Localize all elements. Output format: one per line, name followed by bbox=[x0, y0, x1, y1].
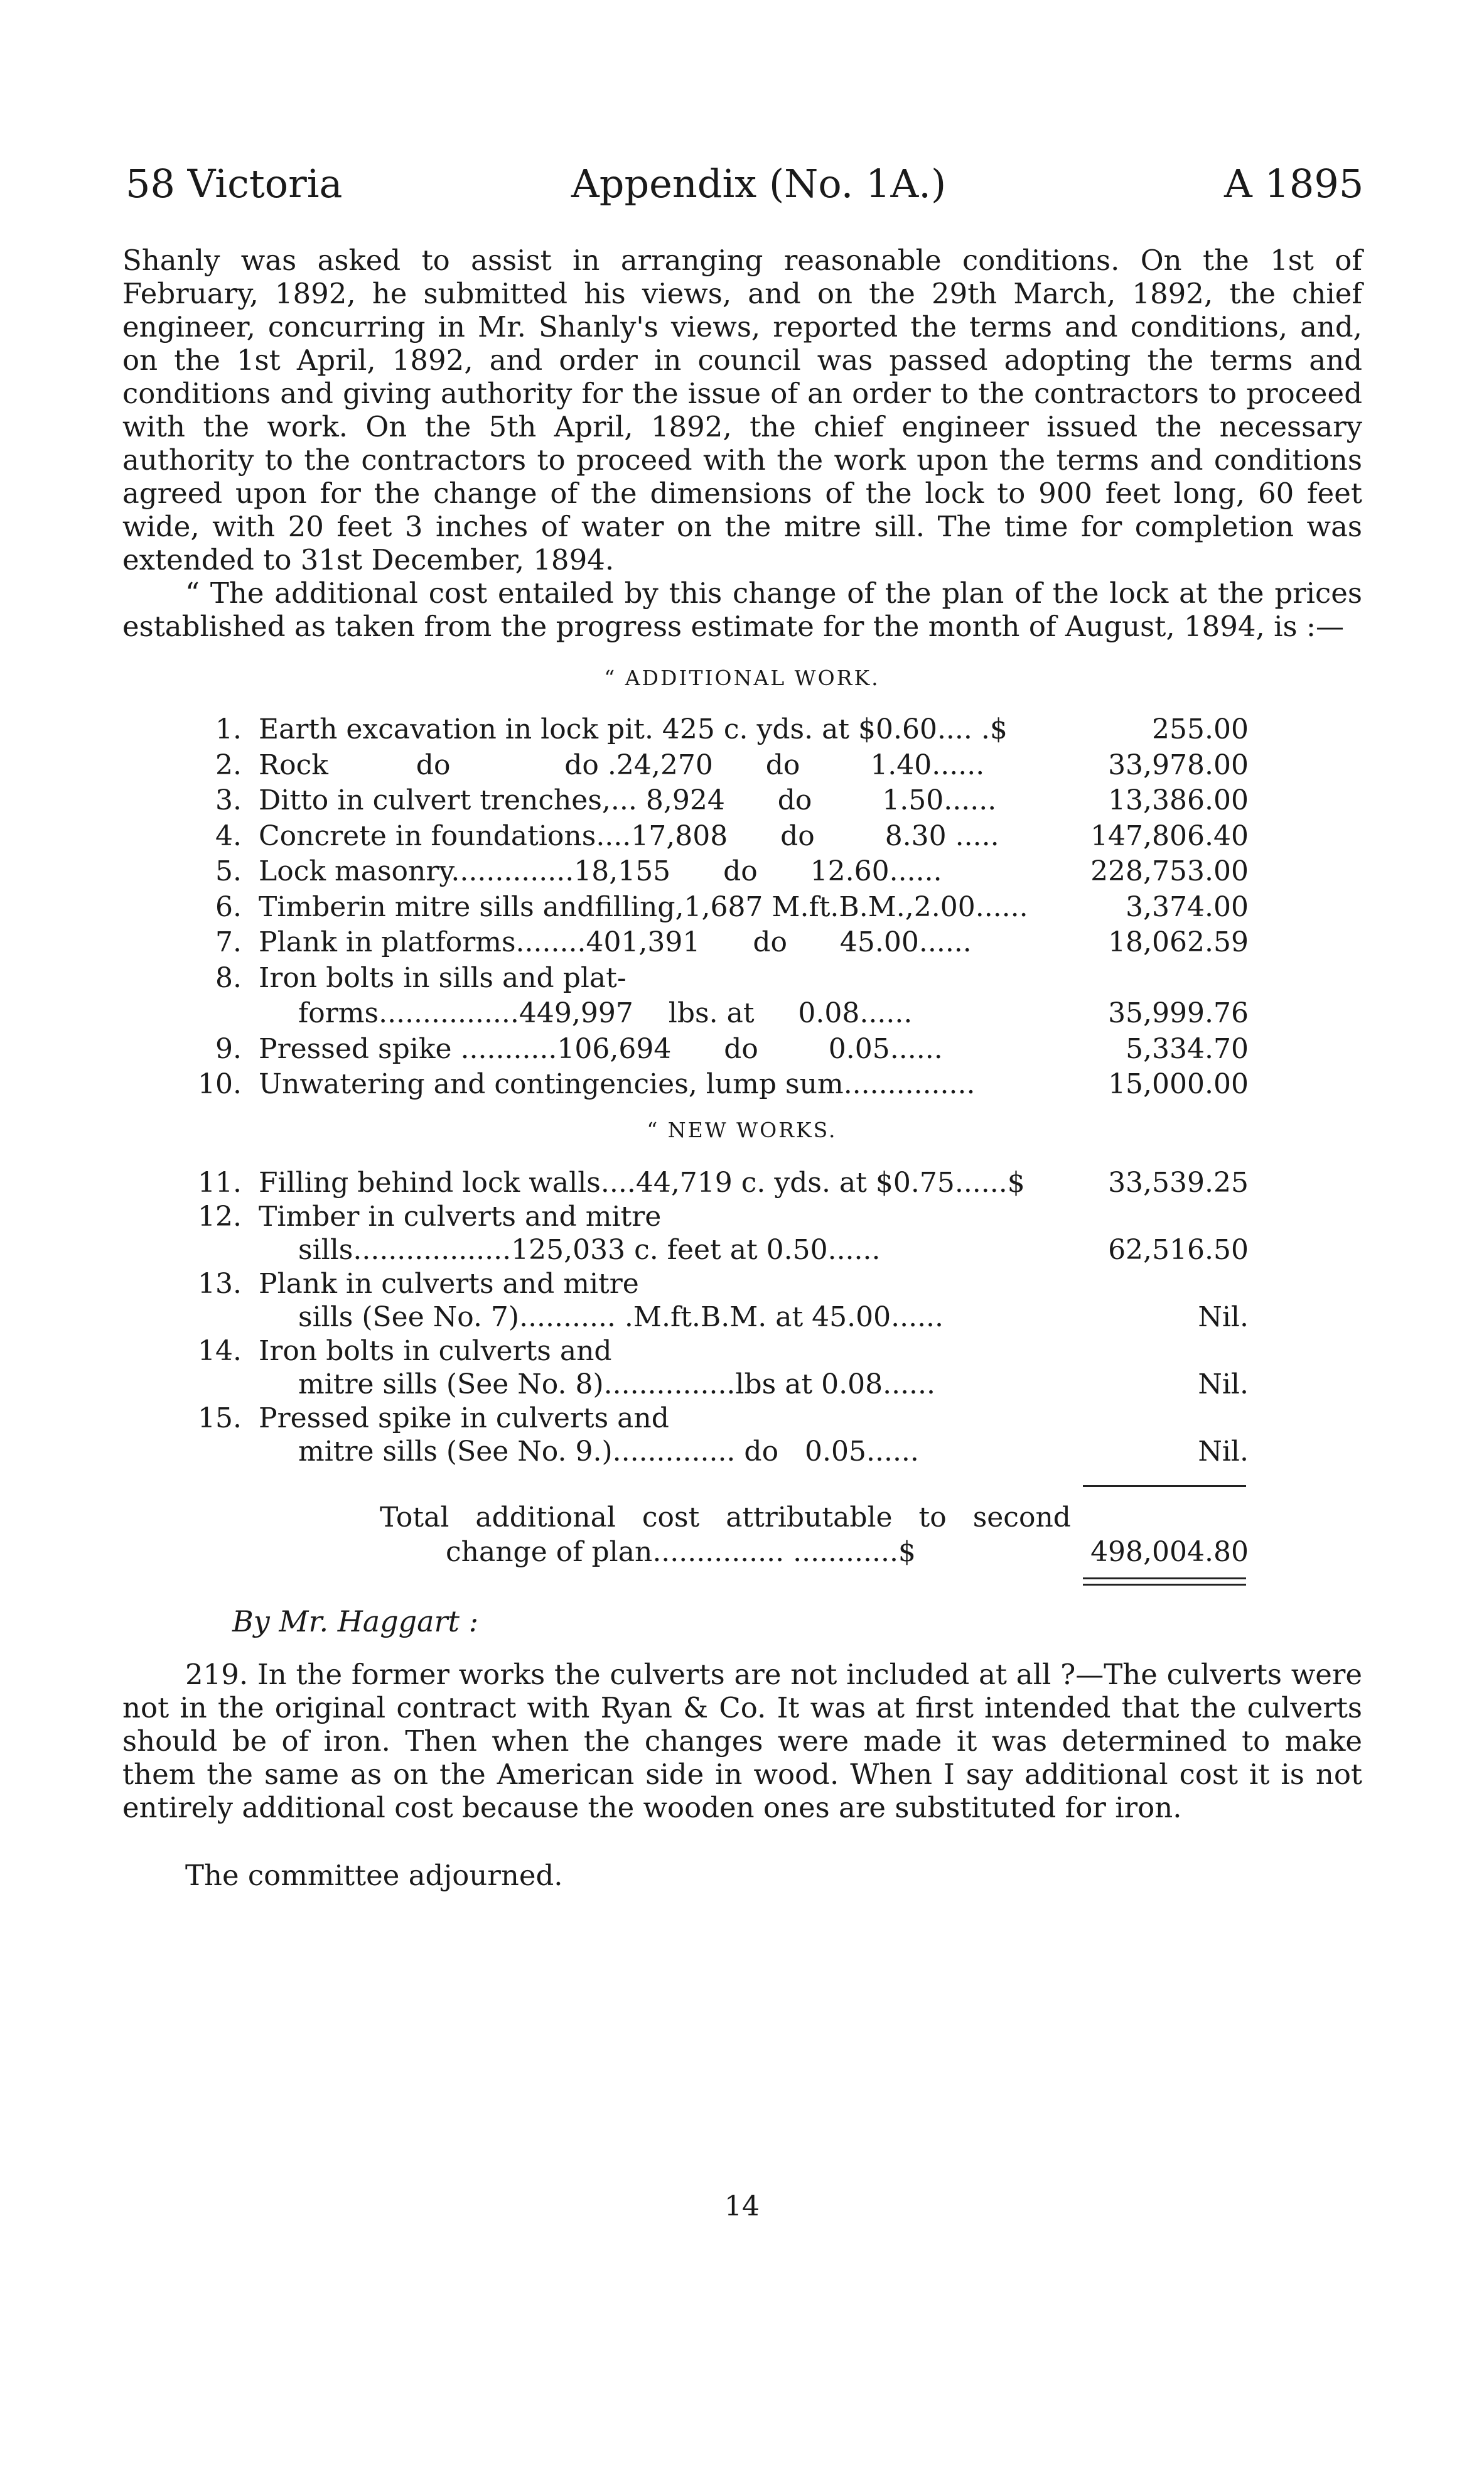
header-appendix: Appendix (No. 1A.) bbox=[571, 161, 947, 207]
item-description: Lock masonry..............18,155 do 12.60...... bbox=[259, 855, 942, 887]
total-line-1: Total additional cost attributable to second bbox=[380, 1501, 1071, 1533]
item-number: 9. bbox=[215, 1032, 242, 1065]
item-amount: 18,062.59 bbox=[1108, 926, 1249, 958]
speaker-label: By Mr. Haggart : bbox=[232, 1604, 479, 1638]
item-number: 15. bbox=[198, 1402, 242, 1434]
item-number: 2. bbox=[215, 749, 242, 781]
total-rule-top bbox=[1083, 1485, 1246, 1487]
page-number: 14 bbox=[724, 2190, 760, 2222]
item-amount: 15,000.00 bbox=[1108, 1068, 1249, 1100]
item-amount: 3,374.00 bbox=[1126, 890, 1249, 923]
item-amount: Nil. bbox=[1198, 1301, 1249, 1333]
item-description: Timber in culverts and mitre bbox=[259, 1200, 662, 1233]
item-description: Concrete in foundations....17,808 do 8.30 ..... bbox=[259, 819, 999, 852]
intro-text bbox=[122, 244, 1362, 643]
item-description: mitre sills (See No. 8)...............lbs at 0.08...... bbox=[298, 1368, 936, 1400]
new-works-title: “ NEW WORKS. bbox=[647, 1118, 837, 1142]
item-number: 13. bbox=[198, 1267, 242, 1300]
question-219: 219. In the former works the culverts are not included at all ?—The culverts were not in the original contract with Ryan & Co. It was at first intended that the culverts should be of iron. Then when the changes were made it was determined to make them the same as on the American side in wood. When I say additional cost it is not entirely additional cost because the wooden ones are substituted for iron. bbox=[122, 1658, 1362, 1824]
item-description: Plank in culverts and mitre bbox=[259, 1267, 639, 1300]
item-description: Iron bolts in sills and plat- bbox=[259, 961, 626, 994]
item-description: Plank in platforms........401,391 do 45.00...... bbox=[259, 926, 972, 958]
item-description: Pressed spike in culverts and bbox=[259, 1402, 669, 1434]
item-amount: 228,753.00 bbox=[1090, 855, 1249, 887]
item-description: Ditto in culvert trenches,... 8,924 do 1.50...... bbox=[259, 784, 997, 816]
item-amount: 255.00 bbox=[1152, 713, 1249, 745]
item-description: sills (See No. 7)........... .M.ft.B.M. at 45.00...... bbox=[298, 1301, 944, 1333]
item-number: 5. bbox=[215, 855, 242, 887]
additional-work-title: “ ADDITIONAL WORK. bbox=[604, 666, 880, 690]
total-rule-double-2 bbox=[1083, 1584, 1246, 1586]
total-amount: 498,004.80 bbox=[1090, 1536, 1249, 1568]
item-description: sills..................125,033 c. feet at 0.50...... bbox=[298, 1234, 881, 1266]
header-year: A 1895 bbox=[1224, 161, 1364, 207]
total-line-2: change of plan............... ............$ bbox=[446, 1536, 916, 1568]
item-number: 14. bbox=[198, 1334, 242, 1367]
adjourned-block bbox=[122, 1859, 1362, 1892]
item-amount: Nil. bbox=[1198, 1368, 1249, 1400]
item-number: 4. bbox=[215, 819, 242, 852]
item-amount: 62,516.50 bbox=[1108, 1234, 1249, 1266]
item-description: forms................449,997 lbs. at 0.08...... bbox=[298, 997, 913, 1029]
item-amount: Nil. bbox=[1198, 1436, 1249, 1468]
item-amount: 35,999.76 bbox=[1108, 997, 1249, 1029]
item-number: 8. bbox=[215, 961, 242, 994]
committee-adjourned: The committee adjourned. bbox=[185, 1859, 563, 1892]
item-number: 3. bbox=[215, 784, 242, 816]
item-number: 7. bbox=[215, 926, 242, 958]
header-session: 58 Victoria bbox=[126, 161, 343, 207]
item-amount: 33,978.00 bbox=[1108, 749, 1249, 781]
item-amount: 13,386.00 bbox=[1108, 784, 1249, 816]
item-description: mitre sills (See No. 9.).............. do 0.05...... bbox=[298, 1436, 919, 1468]
intro-paragraph-1: Shanly was asked to assist in arranging reasonable conditions. On the 1st of February, 1892, he submitted his views, and on the 29th March, 1892, the chief engineer, concurring in Mr. Shanly's views, reported the terms and conditions, and, on the 1st April, 1892, and order in council was passed adopting the terms and conditions and giving authority for the issue of an order to the contractors to proceed with the work. On the 5th April, 1892, the chief engineer issued the necessary authority to the contractors to proceed with the work upon the terms and conditions agreed upon for the change of the dimensions of the lock to 900 feet long, 60 feet wide, with 20 feet 3 inches of water on the mitre sill. The time for completion was extended to 31st December, 1894. bbox=[122, 244, 1362, 576]
item-description: Unwatering and contingencies, lump sum............... bbox=[259, 1068, 976, 1100]
item-description: Filling behind lock walls....44,719 c. yds. at $0.75......$ bbox=[259, 1167, 1025, 1199]
item-number: 1. bbox=[215, 713, 242, 745]
question-219-block bbox=[122, 1658, 1362, 1824]
item-description: Earth excavation in lock pit. 425 c. yds. at $0.60.... .$ bbox=[259, 713, 1008, 745]
total-rule-double-1 bbox=[1083, 1577, 1246, 1579]
item-amount: 33,539.25 bbox=[1108, 1167, 1249, 1199]
item-description: Timberin mitre sills andfilling,1,687 M.ft.B.M.,2.00...... bbox=[259, 890, 1028, 923]
item-number: 11. bbox=[198, 1167, 242, 1199]
item-amount: 147,806.40 bbox=[1090, 819, 1249, 852]
item-description: Iron bolts in culverts and bbox=[259, 1334, 612, 1367]
item-number: 12. bbox=[198, 1200, 242, 1233]
item-number: 10. bbox=[198, 1068, 242, 1100]
item-number: 6. bbox=[215, 890, 242, 923]
intro-paragraph-2: “ The additional cost entailed by this change of the plan of the lock at the prices established as taken from the progress estimate for the month of August, 1894, is :— bbox=[122, 576, 1362, 643]
item-amount: 5,334.70 bbox=[1126, 1032, 1249, 1065]
item-description: Rock do do .24,270 do 1.40...... bbox=[259, 749, 985, 781]
item-description: Pressed spike ...........106,694 do 0.05...... bbox=[259, 1032, 943, 1065]
